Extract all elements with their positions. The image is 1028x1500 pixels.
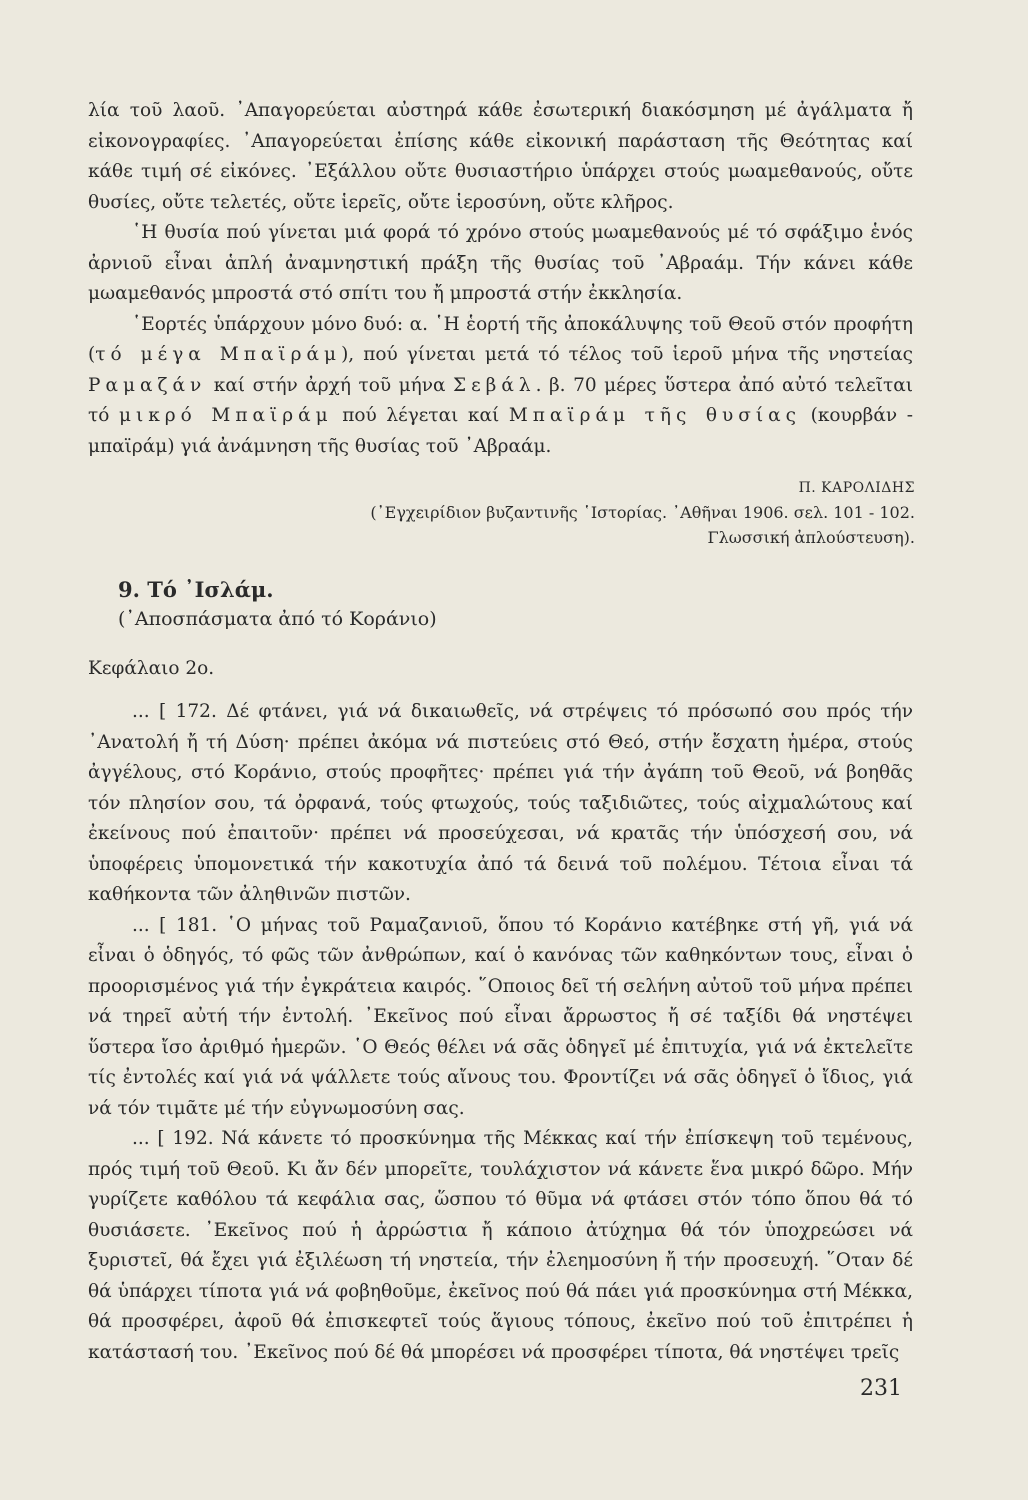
spaced-term: τό μέγα Μπαϊράμ bbox=[95, 344, 342, 365]
text-run: καί στήν ἀρχή τοῦ μήνα bbox=[206, 374, 453, 396]
verse-paragraph: ... [ 192. Νά κάνετε τό προσκύνημα τῆς Μέκκας καί τήν ἐπίσκεψη τοῦ τεμένους, πρός τιμή τοῦ Θεοῦ. Κι ἄν δέν μπορεῖτε, τουλάχιστον νά κάνετε ἕνα μικρό δῶρο. Μήν γυρίζετε καθόλου τά κεφάλια σας, ὥσπου τό θῦμα νά φτάσει στόν τόπο ὅπου θά τό θυσιάσετε. ᾿Εκεῖνος πού ἡ ἀρρώστια ἤ κάποιο ἀτύχημα θά τόν ὑποχρεώσει νά ξυριστεῖ, θά ἔχει γιά ἐξιλέωση τή νηστεία, τήν ἐλεημοσύνη ἤ τήν προσευχή. ῞Οταν δέ θά ὑπάρχει τίποτα γιά νά φοβηθοῦμε, ἐκεῖνος πού θά πάει γιά προσκύνημα στή Μέκκα, θά προσφέρει, ἀφοῦ θά ἐπισκεφτεῖ τούς ἅγιους τόπους, ἐκεῖνο πού τοῦ ἐπιτρέπει ἡ κατάστασή του. ᾿Εκεῖνος πού δέ θά μπορέσει νά προσφέρει τίποτα, θά νηστέψει τρεῖς bbox=[88, 1128, 913, 1363]
verses-block bbox=[88, 697, 913, 1368]
top-text-block bbox=[88, 96, 913, 462]
verse-paragraph: ... [ 172. Δέ φτάνει, γιά νά δικαιωθεῖς, νά στρέψεις τό πρόσωπό σου πρός τήν ᾿Ανατολή ἤ τή Δύση· πρέπει ἀκόμα νά πιστεύεις στό Θεό, στήν ἔσχατη ἡμέρα, στούς ἀγγέλους, στό Κοράνιο, στούς προφῆτες· πρέπει γιά τήν ἀγάπη τοῦ Θεοῦ, νά βοηθᾶς τόν πλησίον σου, τά ὀρφανά, τούς φτωχούς, τούς ταξιδιῶτες, τούς αἰχμαλώτους καί ἐκείνους πού ἐπαιτοῦν· πρέπει νά προσεύχεσαι, νά κρατᾶς τήν ὑπόσχεσή σου, νά ὑποφέρεις ὑπομονετικά τήν κακοτυχία ἀπό τά δεινά τοῦ πολέμου. Τέτοια εἶναι τά καθήκοντα τῶν ἀληθινῶν πιστῶν. bbox=[88, 701, 913, 905]
section-heading: 9. Τό ᾿Ισλάμ. bbox=[118, 577, 274, 602]
text-run: ), πού γίνεται μετά τό τέλος τοῦ ἱεροῦ μήνα τῆς νηστείας bbox=[341, 344, 914, 365]
paragraph: λία τοῦ λαοῦ. ᾿Απαγορεύεται αὐστηρά κάθε ἐσωτερική διακόσμηση μέ ἀγάλματα ἤ εἰκονογραφίες. ᾿Απαγορεύεται ἐπίσης κάθε εἰκονική παράσταση τῆς Θεότητας καί κάθε τιμή σέ εἰκόνες. ᾿Εξάλλου οὔτε θυσιαστήριο ὑπάρχει στούς μωαμεθανούς, οὔτε θυσίες, οὔτε τελετές, οὔτε ἱερεῖς, οὔτε ἱεροσύνη, οὔτε κλῆρος. bbox=[88, 100, 913, 213]
paragraph-feasts bbox=[88, 310, 913, 463]
paragraph: ῾Η θυσία πού γίνεται μιά φορά τό χρόνο στούς μωαμεθανούς μέ τό σφάξιμο ἑνός ἀρνιοῦ εἶναι ἁπλή ἀναμνηστική πράξη τῆς θυσίας τοῦ ᾿Αβραάμ. Τήν κάνει κάθε μωαμεθανός μπροστά στό σπίτι του ἤ μπροστά στήν ἐκκλησία. bbox=[88, 222, 913, 304]
text-run: . β. 70 μέρες ὕστερα ἀπό αὐτό τελεῖται τό bbox=[88, 374, 913, 426]
text-run: ῾Εορτές ὑπάρχουν μόνο δυό: α. ῾Η ἑορτή τῆς ἀποκάλυψης τοῦ Θεοῦ στόν προφήτη ( bbox=[88, 313, 913, 365]
spaced-term: Μπαϊράμ τῆς θυσίας bbox=[508, 405, 802, 426]
page-number: 231 bbox=[860, 1376, 902, 1401]
text-run: πού λέγεται καί bbox=[332, 405, 509, 426]
spaced-term: Σεβάλ bbox=[453, 374, 536, 396]
spaced-term: Ραμαζάν bbox=[88, 374, 207, 396]
attribution-author: Π. ΚΑΡΟΛΙΔΗΣ bbox=[798, 480, 915, 496]
text-run: (κουρβάν - μπαϊράμ) γιά ἀνάμνηση τῆς θυσίας τοῦ ᾿Αβραάμ. bbox=[88, 405, 913, 457]
attribution-source: (᾿Εγχειρίδιον βυζαντινῆς ῾Ιστορίας. ᾿Αθῆναι 1906. σελ. 101 - 102. bbox=[370, 503, 915, 522]
section-subheading: (᾿Αποσπάσματα ἀπό τό Κοράνιο) bbox=[118, 608, 437, 630]
chapter-label: Κεφάλαιο 2ο. bbox=[88, 658, 215, 679]
verse-paragraph: ... [ 181. ῾Ο μήνας τοῦ Ραμαζανιοῦ, ὅπου τό Κοράνιο κατέβηκε στή γῆ, γιά νά εἶναι ὁ ὁδηγός, τό φῶς τῶν ἀνθρώπων, καί ὁ κανόνας τῶν καθηκόντων τους, εἶναι ὁ προορισμένος γιά τήν ἐγκράτεια καιρός. ῞Οποιος δεῖ τή σελήνη αὐτοῦ τοῦ μήνα πρέπει νά τηρεῖ αὐτή τήν ἐντολή. ᾿Εκεῖνος πού εἶναι ἄρρωστος ἤ σέ ταξίδι θά νηστέψει ὕστερα ἴσο ἀριθμό ἡμερῶν. ῾Ο Θεός θέλει νά σᾶς ὁδηγεῖ μέ ἐπιτυχία, γιά νά ἐκτελεῖτε τίς ἐντολές καί γιά νά ψάλλετε τούς αἴνους του. Φροντίζει νά σᾶς ὁδηγεῖ ὁ ἴδιος, γιά νά τόν τιμᾶτε μέ τήν εὐγνωμοσύνη σας. bbox=[88, 914, 913, 1119]
spaced-term: μικρό Μπαϊράμ bbox=[118, 405, 333, 426]
attribution-source: Γλωσσική ἀπλούστευση). bbox=[707, 528, 915, 547]
